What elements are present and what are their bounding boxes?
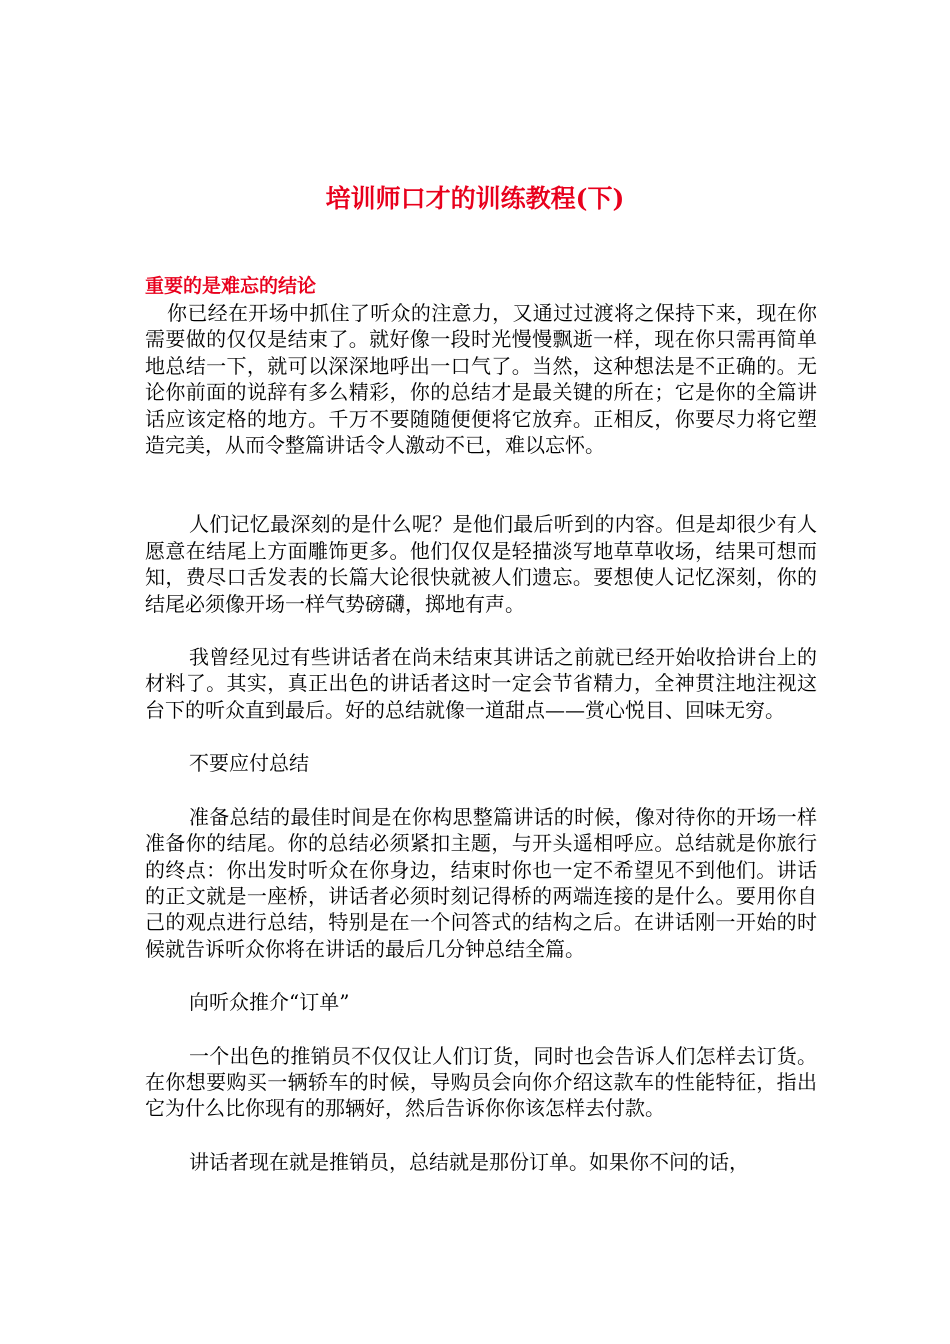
paragraph-6: 讲话者现在就是推销员，总结就是那份订单。如果你不问的话， — [189, 1149, 749, 1174]
subheading-order: 向听众推介“订单” — [189, 990, 350, 1015]
subheading-no-perfunctory-summary: 不要应付总结 — [189, 751, 309, 776]
paragraph-4: 准备总结的最佳时间是在你构思整篇讲话的时候，像对待你的开场一样准备你的结尾。你的总结必须紧扣主题，与开头遥相呼应。总结就是你旅行的终点：你出发时听众在你身边，结束时你也一定不希望见不到他们。讲话的正文就是一座桥，讲话者必须时刻记得桥的两端连接的是什么。要用你自己的观点进行总结，特别是在一个问答式的结构之后。在讲话刚一开始的时候就告诉听众你将在讲话的最后几分钟总结全篇。 — [145, 804, 817, 961]
paragraph-1: 你已经在开场中抓住了听众的注意力，又通过过渡将之保持下来，现在你需要做的仅仅是结束了。就好像一段时光慢慢飘逝一样，现在你只需再简单地总结一下，就可以深深地呼出一口气了。当然，这种想法是不正确的。无论你前面的说辞有多么精彩，你的总结才是最关键的所在；它是你的全篇讲话应该定格的地方。千万不要随随便便将它放弃。正相反，你要尽力将它塑造完美，从而令整篇讲话令人激动不已，难以忘怀。 — [145, 301, 817, 458]
paragraph-5: 一个出色的推销员不仅仅让人们订货，同时也会告诉人们怎样去订货。在你想要购买一辆轿车的时候，导购员会向你介绍这款车的性能特征，指出它为什么比你现有的那辆好，然后告诉你你该怎样去付款。 — [145, 1043, 817, 1121]
paragraph-2: 人们记忆最深刻的是什么呢？是他们最后听到的内容。但是却很少有人愿意在结尾上方面雕饰更多。他们仅仅是轻描淡写地草草收场，结果可想而知，费尽口舌发表的长篇大论很快就被人们遗忘。要想使人记忆深刻，你的结尾必须像开场一样气势磅礴，掷地有声。 — [145, 512, 817, 616]
paragraph-3: 我曾经见过有些讲话者在尚未结束其讲话之前就已经开始收拾讲台上的材料了。其实，真正出色的讲话者这时一定会节省精力，全神贯注地注视这台下的听众直到最后。好的总结就像一道甜点——赏心悦目、回味无穷。 — [145, 645, 817, 722]
document-body — [145, 273, 817, 1175]
document-title: 培训师口才的训练教程(下) — [325, 184, 625, 213]
section-heading: 重要的是难忘的结论 — [145, 275, 317, 297]
